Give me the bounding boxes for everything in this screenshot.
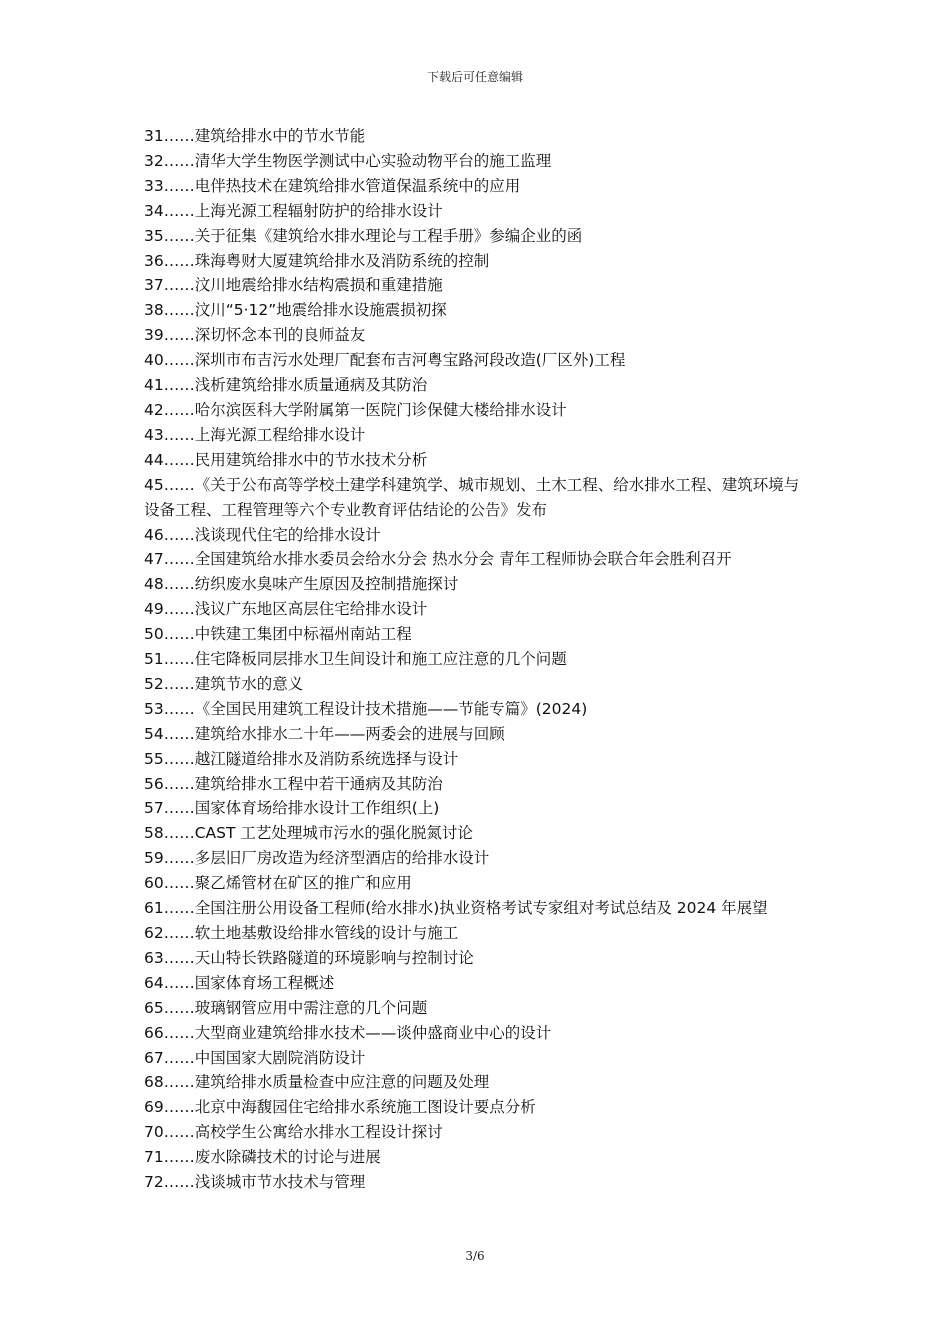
list-item: 33……电伴热技术在建筑给排水管道保温系统中的应用 <box>144 176 521 195</box>
list-item: 65……玻璃钢管应用中需注意的几个问题 <box>144 998 428 1017</box>
list-item: 51……住宅降板同层排水卫生间设计和施工应注意的几个问题 <box>144 650 567 669</box>
list-item: 40……深圳市布吉污水处理厂配套布吉河粤宝路河段改造(厂区外)工程 <box>144 351 626 370</box>
list-item: 70……高校学生公寓给水排水工程设计探讨 <box>144 1123 443 1142</box>
list-item: 39……深切怀念本刊的良师益友 <box>144 326 366 345</box>
list-item: 43……上海光源工程给排水设计 <box>144 425 366 444</box>
list-item: 42……哈尔滨医科大学附属第一医院门诊保健大楼给排水设计 <box>144 400 567 419</box>
list-item: 61……全国注册公用设备工程师(给水排水)执业资格考试专家组对考试总结及 2024 年展望 <box>144 899 768 918</box>
list-item: 72……浅谈城市节水技术与管理 <box>144 1173 366 1192</box>
page-header: 下载后可任意编辑 <box>426 70 523 84</box>
list-item: 62……软土地基敷设给排水管线的设计与施工 <box>144 924 459 942</box>
list-item: 71……废水除磷技术的讨论与进展 <box>144 1148 381 1167</box>
page-number: 3/6 <box>465 1249 485 1263</box>
list-item: 31……建筑给排水中的节水节能 <box>144 127 366 145</box>
list-item: 63……天山特长铁路隧道的环境影响与控制讨论 <box>144 948 474 967</box>
list-item: 56……建筑给排水工程中若干通病及其防治 <box>144 774 443 793</box>
list-item: 52……建筑节水的意义 <box>144 674 304 693</box>
list-item: 36……珠海粤财大厦建筑给排水及消防系统的控制 <box>144 251 490 270</box>
list-item: 49……浅议广东地区高层住宅给排水设计 <box>144 600 428 619</box>
list-item: 53……《全国民用建筑工程设计技术措施——节能专篇》(2024) <box>144 699 588 718</box>
list-item: 48……纺织废水臭味产生原因及控制措施探讨 <box>144 575 459 594</box>
list-item: 67……中国国家大剧院消防设计 <box>144 1048 366 1067</box>
entry-list <box>144 124 810 1195</box>
list-item: 54……建筑给水排水二十年——两委会的进展与回顾 <box>144 724 505 743</box>
list-item: 45……《关于公布高等学校土建学科建筑学、城市规划、土木工程、给水排水工程、建筑环境与设备工程、工程管理等六个专业教育评估结论的公告》发布 <box>144 475 800 519</box>
list-item: 38……汶川“5·12”地震给排水设施震损初探 <box>144 301 447 320</box>
list-item: 68……建筑给排水质量检查中应注意的问题及处理 <box>144 1073 490 1092</box>
list-item: 35……关于征集《建筑给水排水理论与工程手册》参编企业的函 <box>144 226 583 245</box>
list-item: 46……浅谈现代住宅的给排水设计 <box>144 525 381 544</box>
list-item: 34……上海光源工程辐射防护的给排水设计 <box>144 201 443 220</box>
list-item: 59……多层旧厂房改造为经济型酒店的给排水设计 <box>144 849 490 868</box>
list-item: 55……越江隧道给排水及消防系统选择与设计 <box>144 749 459 768</box>
list-item: 60……聚乙烯管材在矿区的推广和应用 <box>144 874 412 893</box>
list-item: 44……民用建筑给排水中的节水技术分析 <box>144 450 428 469</box>
list-item: 57……国家体育场给排水设计工作组织(上) <box>144 799 440 818</box>
list-item: 32……清华大学生物医学测试中心实验动物平台的施工监理 <box>144 151 552 170</box>
list-item: 58……CAST 工艺处理城市污水的强化脱氮讨论 <box>144 824 473 843</box>
list-item: 69……北京中海馥园住宅给排水系统施工图设计要点分析 <box>144 1098 536 1117</box>
list-item: 37……汶川地震给排水结构震损和重建措施 <box>144 276 443 295</box>
list-item: 66……大型商业建筑给排水技术——谈仲盛商业中心的设计 <box>144 1023 552 1042</box>
list-item: 41……浅析建筑给排水质量通病及其防治 <box>144 376 428 395</box>
list-item: 50……中铁建工集团中标福州南站工程 <box>144 625 412 644</box>
list-item: 47……全国建筑给水排水委员会给水分会 热水分会 青年工程师协会联合年会胜利召开 <box>144 550 732 569</box>
list-item: 64……国家体育场工程概述 <box>144 973 335 992</box>
